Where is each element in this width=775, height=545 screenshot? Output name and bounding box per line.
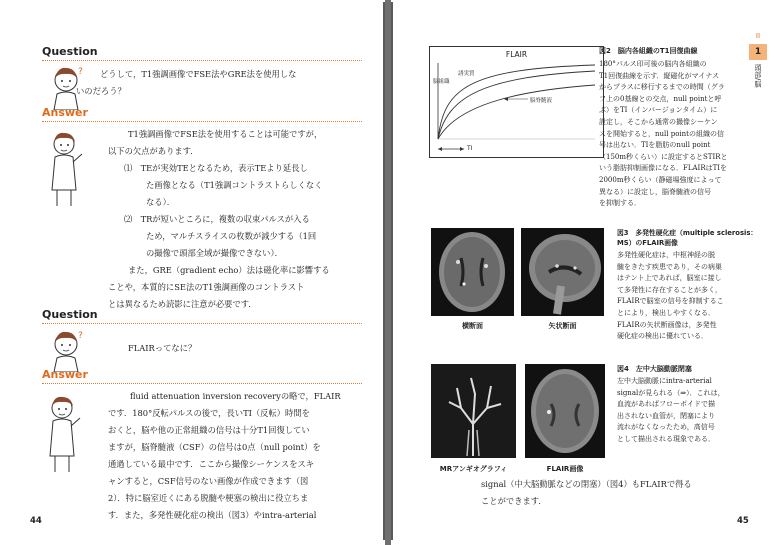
answer-line: の撮像で頭部全域が撮像できない）． bbox=[146, 248, 283, 258]
caption-line: スを開始すると，null pointの組織の信 bbox=[599, 129, 724, 138]
caption-line: とにより，検出しやすくなる． bbox=[617, 308, 715, 317]
answer-label: Answer bbox=[42, 106, 88, 119]
chapter-number-badge: 1 bbox=[749, 44, 767, 60]
question-label: Question bbox=[42, 45, 98, 58]
answer-line: とは異なるため読影に注意が必要です． bbox=[108, 299, 257, 309]
figure-caption-body bbox=[617, 250, 769, 343]
answer-line: ⑵ TRが短いところに，複数の収束パルスが入る bbox=[124, 214, 310, 224]
caption-line: 設定し，そこから通常の撮像シーケン bbox=[599, 117, 718, 126]
answer-line: ャンすると，CSF信号のない画像が作成できます（図 bbox=[108, 476, 309, 486]
caption-line: 血流があればフローボイドで描 bbox=[617, 400, 715, 409]
figure-caption-body bbox=[599, 59, 759, 210]
caption-line: ぶ）をTI（インバージョンタイム）に bbox=[599, 106, 718, 115]
caption-line: 2000m秒くらい（静磁場強度によって bbox=[599, 175, 722, 184]
answer-line: また，GRE（gradient echo）法は磁化率に影響する bbox=[128, 265, 330, 275]
caption-line: 異なる）に設定し，脳脊髄液の信号 bbox=[599, 187, 711, 196]
curve-label-white-matter: 誘実質 bbox=[458, 71, 475, 77]
dotted-divider bbox=[42, 323, 362, 324]
dotted-divider bbox=[42, 383, 362, 384]
caption-line: フ上の0基線との交点，null pointと呼 bbox=[599, 94, 722, 103]
answer-line: です．180°反転パルスの後で，長いTI（反転）時間を bbox=[108, 408, 310, 418]
mri-axial-image bbox=[431, 228, 514, 316]
answer-line: す．また，多発性硬化症の検出（図3）やintra-arterial bbox=[108, 510, 317, 520]
caption-line: 号は出ない．TIを脂肪のnull point bbox=[599, 141, 711, 150]
caption-line: 180°パルス印可後の脳内各組織の bbox=[599, 60, 707, 68]
caption-line: signalが見られる（⇒）．これは， bbox=[617, 388, 725, 397]
caption-line: 流れがなくなったため，高信号 bbox=[617, 423, 715, 432]
left-page bbox=[2, 2, 385, 540]
question-text-line: いのだろう？ bbox=[76, 86, 126, 96]
page-number: 45 bbox=[737, 516, 749, 526]
chapter-side-tab bbox=[747, 32, 769, 132]
caption-line: 出されない血管が，閉塞により bbox=[617, 411, 715, 420]
caption-line: FLAIRの矢状断画像は，多発性 bbox=[617, 320, 717, 329]
svg-text:?: ? bbox=[78, 331, 83, 341]
answer-line: ますが，脳脊髄液（CSF）の信号は0点（null point）を bbox=[108, 442, 321, 452]
curve-label-brain: 脳組織 bbox=[433, 79, 450, 85]
caption-line: 髄をきたす疾患であり，その病巣 bbox=[617, 262, 722, 271]
figure-caption-body bbox=[617, 376, 769, 446]
mra-angiography-image bbox=[431, 364, 516, 458]
caption-line: 硬化症の検出に優れている． bbox=[617, 332, 708, 341]
t1-recovery-curve-figure bbox=[429, 46, 604, 158]
page-number: 44 bbox=[30, 516, 42, 526]
answer-line: T1強調画像でFSE法を使用することは可能ですが， bbox=[128, 129, 323, 139]
image-label-axial: 横断面 bbox=[462, 322, 483, 330]
dotted-divider bbox=[42, 60, 362, 61]
answer-line: fluid attenuation inversion recoveryの略で，FLAIR bbox=[130, 391, 341, 401]
chapter-roman: II bbox=[755, 32, 761, 40]
answer-line: ことや，本質的にSE法のT1強調画像のコントラスト bbox=[108, 282, 305, 292]
caption-line: 多発性硬化症は，中枢神経の脱 bbox=[617, 251, 715, 259]
question-label: Question bbox=[42, 308, 98, 321]
curve-label-csf: 脳脊髄液 bbox=[530, 98, 553, 104]
right-page bbox=[391, 2, 773, 540]
flair-brain-image bbox=[525, 364, 605, 458]
caption-line: を抑制する． bbox=[599, 199, 641, 208]
caption-line: として描出される現象である． bbox=[617, 434, 715, 443]
caption-line: はテント上であれば，脳室に接し bbox=[617, 274, 722, 283]
body-text-line: ことができます． bbox=[481, 496, 547, 506]
caption-line: FLAIRで脳室の信号を抑制するこ bbox=[617, 297, 724, 306]
answer-line: 以下の欠点があります． bbox=[108, 146, 199, 156]
answer-line: ⑴ TEが実効TEとなるため，表示TEより延長し bbox=[124, 163, 308, 173]
mri-sagittal-image bbox=[521, 228, 604, 316]
figure-caption-title: 図4 左中大脳動脈閉塞 bbox=[617, 365, 692, 373]
caption-line: いう脂肪抑制画像になる．FLAIRはTIを bbox=[599, 164, 728, 173]
image-label-mra: MRアンギオグラフィ bbox=[439, 465, 508, 473]
answer-line: 2）．特に脳室近くにある脱髄や梗塞の検出に役立ちま bbox=[108, 493, 309, 503]
figure-caption-title: 図2 脳内各組織のT1回復曲線 bbox=[599, 47, 698, 55]
caption-line: （150m秒くらい）に設定するとSTIRと bbox=[599, 152, 728, 161]
answer-line: なる）． bbox=[146, 197, 176, 207]
answer-line: た画像となる（T1強調コントラストらしくなく bbox=[146, 180, 323, 190]
image-label-sagittal: 矢状断面 bbox=[548, 322, 577, 330]
svg-text:?: ? bbox=[78, 67, 83, 77]
body-text-line: signal（中大脳動脈などの閉塞）（図4）もFLAIRで得る bbox=[481, 479, 692, 489]
figure-caption-title: 図3 多発性硬化症（multiple sclerosis：MS）のFLAIR画像 bbox=[617, 229, 758, 247]
chapter-title: 頭部/脳 bbox=[754, 64, 762, 88]
recovery-curves bbox=[430, 47, 603, 157]
nurse-explaining-icon bbox=[42, 394, 84, 476]
figure-title: FLAIR bbox=[505, 50, 528, 59]
dotted-divider bbox=[42, 121, 362, 122]
caption-line: て多発性に存在することが多く， bbox=[617, 285, 722, 294]
answer-line: おくと，脳や他の正常組織の信号は十分T1回復してい bbox=[108, 425, 310, 435]
axis-label-ti: TI bbox=[467, 145, 473, 152]
answer-label: Answer bbox=[42, 368, 88, 381]
caption-line: T1回復曲線を示す．縦磁化がマイナス bbox=[599, 71, 720, 80]
nurse-explaining-icon bbox=[44, 130, 86, 210]
caption-line: からプラスに移行するまでの時間（グラ bbox=[599, 83, 725, 92]
question-text-line: どうして，T1強調画像でFSE法やGRE法を使用しな bbox=[100, 69, 297, 79]
answer-line: 通過している最中です．ここから撮像シーケンスをスキ bbox=[108, 459, 315, 469]
question-text-line: FLAIRってなに？ bbox=[128, 343, 197, 353]
caption-line: 左中大脳動脈にintra-arterial bbox=[617, 377, 712, 385]
image-label-flair: FLAIR画像 bbox=[546, 465, 584, 473]
nurse-thinking-icon bbox=[44, 328, 88, 372]
answer-line: ため，マルチスライスの枚数が減少する（1回 bbox=[146, 231, 317, 241]
